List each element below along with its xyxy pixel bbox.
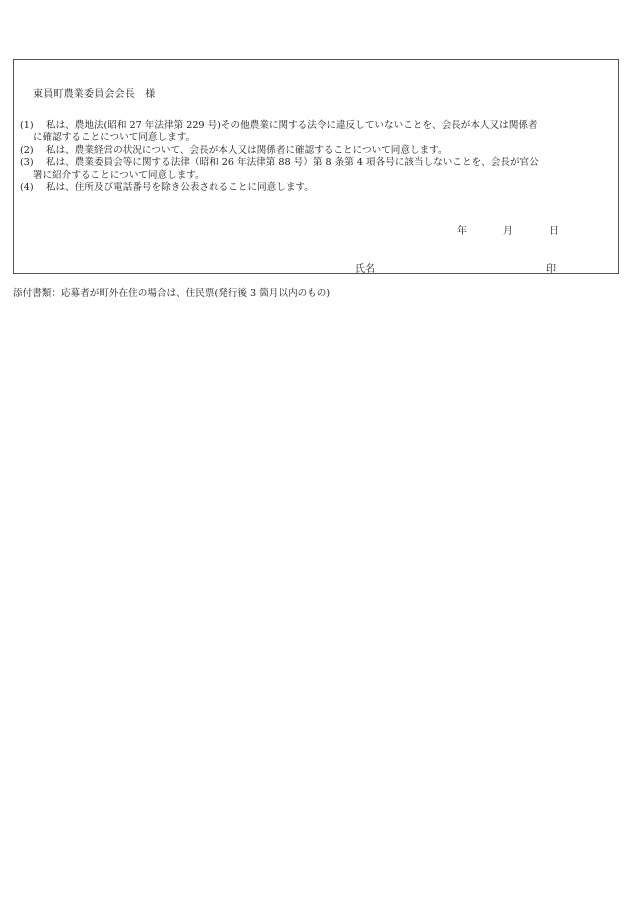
item-text (33, 120, 612, 145)
date-month-label: 月 (503, 226, 513, 237)
item-text-line: 私は、農業委員会等に関する法律（昭和 26 年法律第 88 号）第 8 条第 4 項各号に該当しないことを、会長が官公 (46, 157, 539, 169)
item-number: (3) (20, 157, 34, 169)
consent-list (20, 120, 612, 194)
item-number: (2) (20, 144, 34, 156)
item-text (33, 157, 612, 182)
signature-name-label: 氏名 (355, 264, 375, 275)
signature-seal-label: 印 (546, 264, 556, 275)
attachment-note: 添付書類：応募者が町外在住の場合は、住民票(発行後 3 箇月以内のもの) (13, 288, 331, 299)
item-number: (1) (20, 120, 34, 131)
item-number: (4) (20, 182, 34, 194)
addressee: 東員町農業委員会会長 様 (33, 89, 156, 100)
item-text-continuation: に確認することについて同意します。 (33, 132, 196, 144)
item-text (46, 182, 612, 194)
date-day-label: 日 (549, 226, 559, 237)
item-text-line: 私は、農地法(昭和 27 年法律第 229 号)その他農業に関する法令に違反していないことを、会長が本人又は関係者 (46, 120, 538, 131)
item-text-line: 私は、農業経営の状況について、会長が本人又は関係者に確認することについて同意します。 (46, 144, 448, 156)
consent-item-1 (20, 120, 612, 145)
item-text-line: 私は、住所及び電話番号を除き公表されることに同意します。 (46, 182, 314, 194)
consent-form-box (13, 59, 619, 274)
item-text-continuation: 署に紹介することについて同意します。 (33, 169, 205, 181)
consent-item-2 (20, 145, 612, 157)
consent-item-4 (20, 182, 612, 194)
date-year-label: 年 (457, 226, 467, 237)
consent-item-3 (20, 157, 612, 182)
item-text (46, 145, 612, 157)
